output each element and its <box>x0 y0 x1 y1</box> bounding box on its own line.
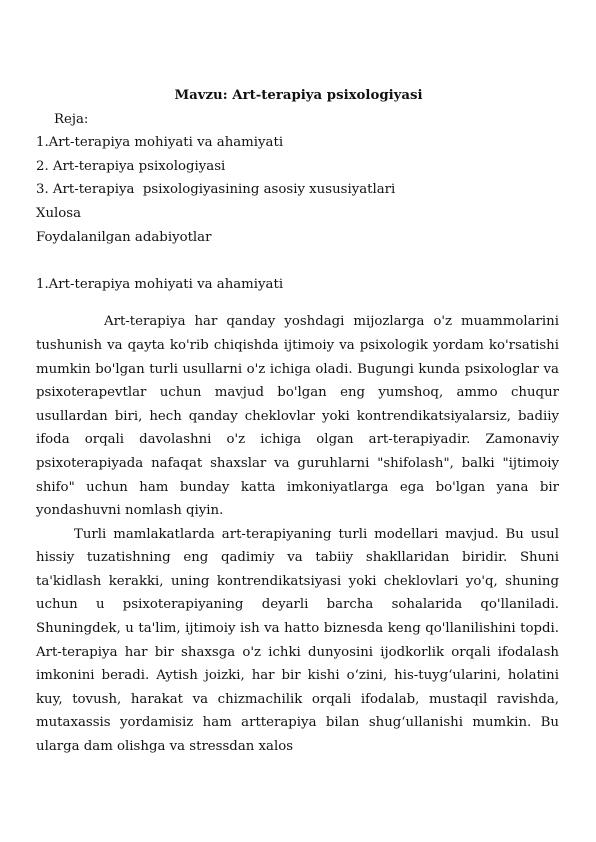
plan-item: 3. Art-terapiya psixologiyasining asosiy xususiyatlari <box>36 182 396 198</box>
plan-item: Foydalanilgan adabiyotlar <box>36 229 212 245</box>
plan-item: 2. Art-terapiya psixologiyasi <box>36 158 226 174</box>
plan-item: Xulosa <box>36 205 82 221</box>
section-heading: 1.Art-terapiya mohiyati va ahamiyati <box>36 276 284 292</box>
document-title: Mavzu: Art-terapiya psixologiyasi <box>174 88 423 103</box>
plan-label: Reja: <box>54 111 89 127</box>
spacer <box>36 249 559 273</box>
body-paragraph: Art-terapiya har qanday yoshdagi mijozlarga o'z muammolarini tushunish va qayta ko'rib chiqishda ijtimoiy va psixologik yordam ko'rsatishi mumkin bo'lgan turli usullarni o'z ichiga oladi. Bugungi kunda psixologlar va psixoterapevtlar uchun mavjud bo'lgan eng yumshoq, ammo chuqur usullardan biri, hech qanday cheklovlar yoki kontrendikatsiyalarsiz, badiiy ifoda orqali davolashni o'z ichiga olgan art-terapiyadir. Zamonaviy psixoterapiyada nafaqat shaxslar va guruhlarni "shifolash", balki "ijtimoiy shifo" uchun ham bunday katta imkoniyatlarga ega bo'lgan yana bir yondashuvni nomlash qiyin. <box>36 314 559 519</box>
document-page <box>36 84 559 759</box>
plan-item: 1.Art-terapiya mohiyati va ahamiyati <box>36 135 284 151</box>
body-paragraph: Turli mamlakatlarda art-terapiyaning turli modellari mavjud. Bu usul hissiy tuzatishning eng qadimiy va tabiiy shakllaridan biridir. Shuni ta'kidlash kerakki, uning kontrendikatsiyasi yoki cheklovlari yo'q, shuning uchun u psixoterapiyaning deyarli barcha sohalarida qo'llaniladi. Shuningdek, u ta'lim, ijtimoiy ish va hatto biznesda keng qo'llanilishini topdi. Art-terapiya har bir shaxsga o'z ichki dunyosini ijodkorlik orqali ifodalash imkonini beradi. Aytish joizki, har bir kishi o‘zini, his-tuyg‘ularini, holatini kuy, tovush, harakat va chizmachilik orqali ifodalab, mustaqil ravishda, mutaxassis yordamisiz ham artterapiya bilan shug‘ullanishi mumkin. Bu ularga dam olishga va stressdan xalos <box>36 526 559 755</box>
